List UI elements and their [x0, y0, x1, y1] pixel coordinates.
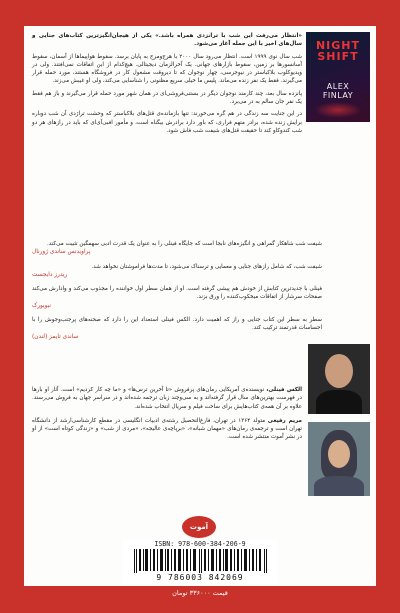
translator-shoulders — [314, 476, 364, 496]
author-shirt — [316, 390, 362, 414]
price-label: قیمت ۳۳۶۰۰۰ تومان — [172, 589, 228, 597]
cover-author-line2: FINLAY — [322, 91, 354, 100]
isbn-text: ISBN: 978-600-384-206-9 — [154, 540, 246, 548]
cover-title-line2: SHIFT — [317, 50, 359, 63]
barcode-block — [122, 540, 278, 584]
review-quote-text: شیفت شب شاهکار گمراهی و انگیزه‌های نابجا است که جایگاه فینلی را به عنوان یک قدرت ادبی سهمگین تثبیت می‌کند. — [47, 241, 322, 247]
author-bio — [32, 386, 302, 411]
author-face — [325, 354, 353, 388]
cover-author — [306, 82, 370, 100]
book-cover-thumbnail — [306, 32, 370, 122]
translator-face — [328, 440, 350, 468]
translator-photo — [308, 422, 370, 496]
author-photo — [308, 344, 370, 414]
review-quote-source: پراویدنس ساندی ژورنال — [32, 249, 91, 256]
cover-glow-decoration — [314, 102, 362, 118]
synopsis-lead: «انتظار می‌رفت این شب با ترانزدی همراه باشد.» یکی از هیجان‌انگیزترین کتاب‌های جنایی و سال‌های اخیر با این جمله آغاز می‌شود. — [32, 33, 302, 48]
review-quote — [32, 285, 322, 310]
cover-title-line1: NIGHT — [315, 39, 361, 52]
author-name: الکس فینلی، — [266, 387, 302, 393]
synopsis-paragraph: در این جنایت سه زندگی در هم گره می‌خورند: تنها بازمانده‌ی قتل‌های بلاکباستر که وحشت تراژدی آن شب دوباره برایش زنده شده، برادر متهم فراری، که باور دارد برادرش بیگناه است، و مأمور افبی‌آی‌ای که باید در رازهای هر دو شب کندوکاو کند تا حقیقت قتل‌های شیفت شب فاش شود. — [32, 111, 302, 134]
review-quote-text: فینلی با جدیدترین کتابش از خودش هم پیشی گرفته است. او از همان سطر اول خواننده را مجذوب می‌کند و وادارش می‌کند صفحات سرشار از اتفاقات میخکوب‌کننده را ورق بزند. — [32, 286, 322, 301]
barcode-bars-icon — [134, 549, 268, 573]
review-quote-text: شیفت شب، که شامل رازهای جنایی و معمایی و ترسناک می‌شود، تا مدت‌ها فراموشتان نخواهد شد. — [91, 263, 322, 270]
translator-bio-text: متولد ۱۳۶۴ در تهران، فارغ‌التحصیل رشته‌ی ادبیات انگلیسی در مقطع کارشناسی‌ارشد از دانشگاه تهران است و ترجمه‌ی رمان‌های «مهمان شبانه»، «برپاچه‌ی عالیجه»، «مردی از شب» و «زندگی کوتاه است» از او در نشر آموت منتشر شده است. — [32, 417, 302, 441]
review-quote — [32, 263, 322, 280]
synopsis-paragraph: شب سال نوی ۱۹۹۹ است. انتظار می‌رود سال ۲۰۰۰ با هرج‌ومرج به پایان برسد. سقوط هواپیماها از آسمان، سقوط آسانسورها بر زمین، سقوط بازارهای جهانی. یک آخرالزمان دیجیتالی. هیچ‌کدام از این اتفاقات نمی‌افتند. ولی در ویدیوکلوب بلاکباستر در نیوجرسی، چهار نوجوان که تا دیروقت مشغول کار در فروشگاه هستند، مورد حمله قرار می‌گیرند. فقط یک نفر زنده می‌ماند. پلیس ما خیلی سریع مظنونی را شناسایی می‌کند، ولی او غیبش می‌زند. — [32, 53, 302, 85]
translator-name: مریم رفیعی — [267, 417, 302, 424]
publisher-logo: آموت — [182, 516, 216, 538]
cover-title — [306, 40, 370, 62]
barcode-digits: 9 786003 842069 — [156, 573, 244, 582]
synopsis-section — [32, 32, 302, 139]
review-quote-text: سطر به سطر این کتاب جنایی و راز که اهمیت دارد. الکس فینلی استعداد این را دارد که صحنه‌های پرجنب‌وجوش را با احساسات قدرتمند ترکیب کند. — [32, 317, 322, 332]
translator-bio — [32, 417, 302, 442]
review-quote — [32, 240, 322, 257]
back-cover-page — [24, 26, 376, 586]
cover-author-line1: ALEX — [326, 82, 350, 91]
review-quote-source: ساندی تایمز (لندن) — [32, 333, 79, 340]
review-quote-source: نیویورک — [32, 302, 51, 309]
author-bio-text: نویسنده‌ی آمریکایی رمان‌های پرفروش «تا آخرین ترس‌ها» و «ما چه کار کردیم» است. آثار او بارها در فهرست بهترین‌های سال قرار گرفته‌اند و به سی‌وچند زبان ترجمه شده‌اند و در سراسر جهان به فروش می‌رسند. علاوه بر آن همه‌ی کتاب‌هایش برای ساخت فیلم و سریال انتخاب شده‌اند. — [32, 387, 302, 410]
review-quotes — [32, 240, 322, 347]
review-quote-source: ریدرز دایجست — [32, 271, 68, 278]
biographies-section — [32, 386, 302, 448]
synopsis-paragraph: پانزده سال بعد، چند کارمند نوجوان دیگر در بستنی‌فروشی‌ای در همان شهر مورد حمله قرار می‌گیرند و باز هم فقط یک نفر جان سالم به در می‌برد. — [32, 90, 302, 106]
review-quote — [32, 316, 322, 341]
